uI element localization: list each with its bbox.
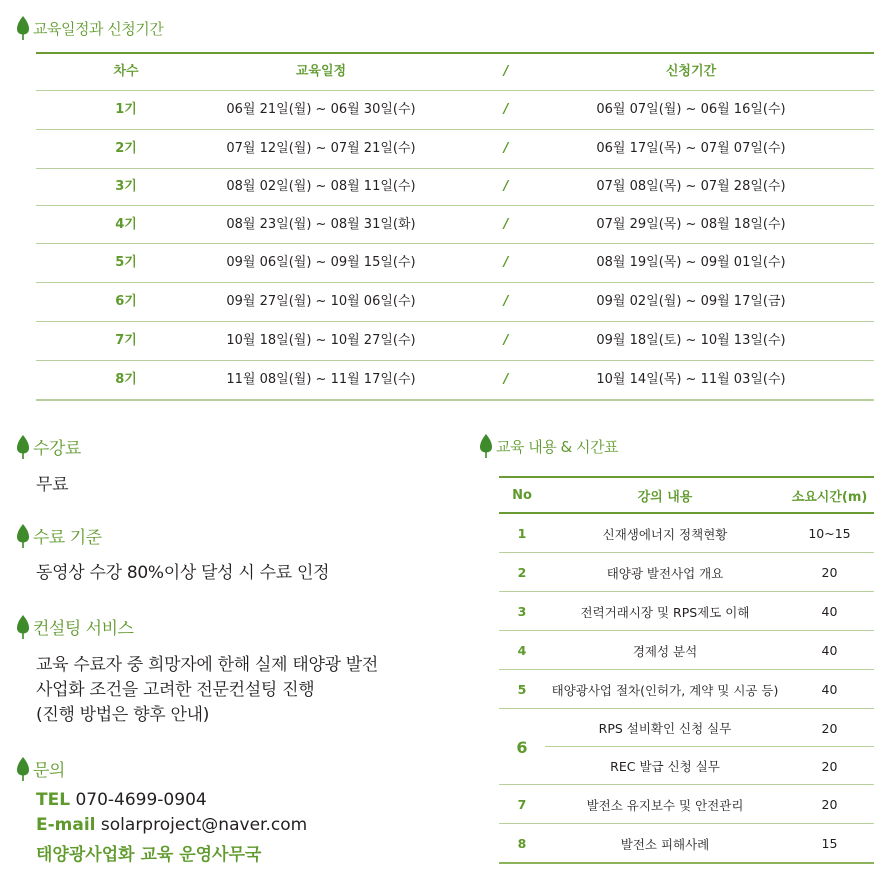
curriculum-row	[499, 514, 874, 553]
duration-cell: 40	[821, 682, 838, 697]
header-time: 소요시간(m)	[791, 489, 868, 505]
round-cell: 4기	[115, 217, 137, 232]
application-cell: 10월 14일(목) ~ 11월 03일(수)	[596, 372, 786, 387]
completion-text: 동영상 수강 80%이상 달성 시 수료 인정	[36, 563, 330, 583]
number-cell: 8	[517, 836, 527, 851]
tree-icon	[479, 434, 493, 458]
application-cell: 07월 08일(목) ~ 07월 28일(수)	[596, 179, 786, 194]
lecture-title-cell: 경제성 분석	[632, 643, 698, 659]
separator-cell: /	[503, 217, 509, 232]
lecture-title-cell: RPS 설비확인 신청 실무	[598, 721, 732, 736]
tel-value[interactable]: 070-4699-0904	[75, 790, 207, 810]
application-cell: 08월 19일(목) ~ 09월 01일(수)	[596, 255, 786, 270]
curriculum-row	[499, 553, 874, 592]
header-education: 교육일정	[295, 64, 347, 79]
contact-heading	[16, 756, 65, 781]
duration-cell: 15	[821, 836, 838, 851]
round-cell: 1기	[115, 102, 137, 117]
application-cell: 06월 07일(월) ~ 06월 16일(수)	[596, 102, 786, 117]
round-cell: 8기	[115, 372, 137, 387]
consulting-line-1: 교육 수료자 중 희망자에 한해 실제 태양광 발전	[36, 655, 379, 675]
application-cell: 09월 18일(토) ~ 10월 13일(수)	[596, 333, 786, 348]
schedule-row	[36, 169, 874, 206]
contact-title: 문의	[33, 761, 65, 781]
email-label: E-mail	[36, 815, 96, 835]
curriculum-row	[499, 631, 874, 670]
number-cell: 2	[517, 565, 527, 580]
lecture-title-cell: 발전소 피해사례	[620, 836, 710, 852]
tree-icon	[16, 524, 30, 548]
number-cell: 5	[517, 682, 527, 697]
round-cell: 5기	[115, 255, 137, 270]
separator-cell: /	[503, 255, 509, 270]
tree-icon	[16, 615, 30, 639]
round-cell: 7기	[115, 333, 137, 348]
curriculum-row	[499, 824, 874, 863]
curriculum-row	[499, 709, 874, 747]
number-cell: 3	[517, 604, 527, 619]
schedule-row	[36, 90, 874, 130]
schedule-row	[36, 361, 874, 401]
header-no: No	[512, 487, 532, 503]
lecture-title-cell: 신재생에너지 정책현황	[602, 526, 728, 542]
fee-heading	[16, 434, 81, 459]
schedule-row	[36, 244, 874, 283]
header-application: 신청기간	[665, 64, 717, 79]
header-separator: /	[503, 64, 509, 79]
schedule-row	[36, 130, 874, 169]
round-cell: 3기	[115, 179, 137, 194]
curriculum-row	[499, 747, 874, 785]
completion-title: 수료 기준	[33, 528, 102, 548]
duration-cell: 40	[821, 643, 838, 658]
separator-cell: /	[503, 179, 509, 194]
contact-office: 태양광사업화 교육 운영사무국	[36, 845, 262, 865]
curriculum-row	[499, 785, 874, 824]
education-cell: 08월 23일(월) ~ 08월 31일(화)	[226, 217, 416, 232]
separator-cell: /	[503, 372, 509, 387]
education-cell: 08월 02일(월) ~ 08월 11일(수)	[226, 179, 416, 194]
curriculum-heading	[479, 434, 618, 458]
contact-tel	[36, 790, 207, 810]
lecture-title-cell: 태양광사업 절차(인허가, 계약 및 시공 등)	[551, 682, 779, 698]
curriculum-row	[499, 670, 874, 709]
lecture-title-cell: 전력거래시장 및 RPS제도 이해	[580, 604, 750, 620]
schedule-header-row	[36, 54, 874, 91]
curriculum-table	[499, 476, 874, 866]
number-cell: 1	[517, 526, 527, 541]
round-cell: 2기	[115, 141, 137, 156]
consulting-title: 컨설팅 서비스	[33, 619, 134, 639]
separator-cell: /	[503, 141, 509, 156]
consulting-line-3: (진행 방법은 향후 안내)	[36, 705, 210, 725]
curriculum-row	[499, 592, 874, 631]
contact-email	[36, 815, 307, 835]
tree-icon	[16, 16, 30, 40]
duration-cell: 20	[821, 758, 838, 774]
education-cell: 07월 12일(월) ~ 07월 21일(수)	[226, 141, 416, 156]
fee-text: 무료	[36, 475, 69, 495]
tel-label: TEL	[36, 790, 71, 810]
application-cell: 07월 29일(목) ~ 08월 18일(수)	[596, 217, 786, 232]
education-cell: 10월 18일(월) ~ 10월 27일(수)	[226, 333, 416, 348]
schedule-title: 교육일정과 신청기간	[33, 19, 164, 38]
education-cell: 06월 21일(월) ~ 06월 30일(수)	[226, 102, 416, 117]
application-cell: 09월 02일(월) ~ 09월 17일(금)	[596, 294, 786, 309]
duration-cell: 10~15	[808, 526, 851, 541]
separator-cell: /	[503, 333, 509, 348]
fee-title: 수강료	[33, 439, 81, 459]
consulting-heading	[16, 614, 133, 639]
completion-heading	[16, 523, 102, 548]
application-cell: 06월 17일(목) ~ 07월 07일(수)	[596, 141, 786, 156]
education-cell: 09월 06일(월) ~ 09월 15일(수)	[226, 255, 416, 270]
schedule-row	[36, 283, 874, 322]
separator-cell: /	[503, 102, 509, 117]
schedule-heading	[16, 16, 163, 40]
duration-cell: 40	[821, 604, 838, 619]
schedule-row	[36, 206, 874, 244]
number-cell-merged: 6	[516, 737, 528, 757]
lecture-title-cell: 발전소 유지보수 및 안전관리	[586, 797, 744, 813]
curriculum-header-row	[499, 478, 874, 512]
lecture-title-cell: 태양광 발전사업 개요	[606, 565, 724, 581]
separator-cell: /	[503, 294, 509, 309]
duration-cell: 20	[821, 797, 838, 812]
round-cell: 6기	[115, 294, 137, 309]
duration-cell: 20	[821, 720, 838, 736]
header-title: 강의 내용	[637, 489, 693, 505]
tree-icon	[16, 757, 30, 781]
duration-cell: 20	[821, 565, 838, 580]
schedule-row	[36, 322, 874, 361]
number-cell: 4	[517, 643, 527, 658]
tree-icon	[16, 435, 30, 459]
lecture-title-cell: REC 발급 신청 실무	[610, 759, 720, 774]
education-cell: 11월 08일(월) ~ 11월 17일(수)	[226, 372, 416, 387]
consulting-line-2: 사업화 조건을 고려한 전문컨설팅 진행	[36, 680, 315, 700]
education-cell: 09월 27일(월) ~ 10월 06일(수)	[226, 294, 416, 309]
curriculum-title: 교육 내용 & 시간표	[496, 437, 618, 456]
email-value[interactable]: solarproject@naver.com	[100, 815, 308, 835]
row-divider	[499, 862, 874, 864]
number-cell: 7	[517, 797, 527, 812]
header-round: 차수	[113, 64, 139, 79]
